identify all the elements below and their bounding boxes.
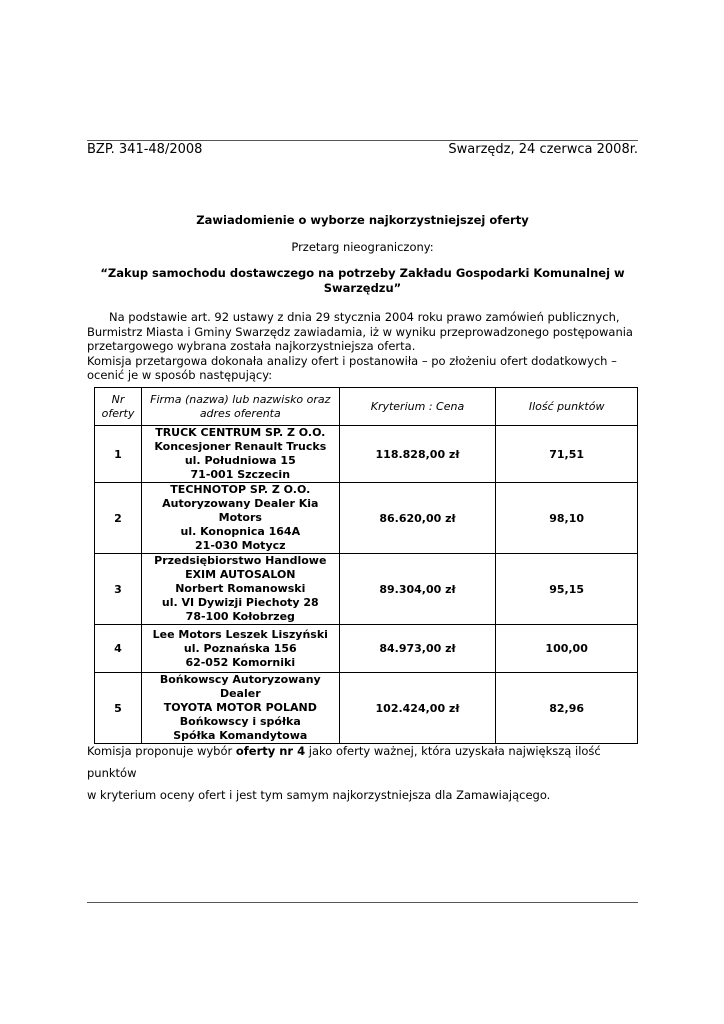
firm-line: Motors xyxy=(218,511,262,524)
reference-number: BZP. 341-48/2008 xyxy=(87,142,203,157)
place-date: Swarzędz, 24 czerwca 2008r. xyxy=(448,142,638,157)
firm-line: ul. Poznańska 156 xyxy=(183,641,297,655)
offer-price: 86.620,00 zł xyxy=(339,483,496,554)
offer-points: 82,96 xyxy=(496,673,638,744)
conclusion-line-2: w kryterium oceny ofert i jest tym samym najkorzystniejsza dla Zamawiającego. xyxy=(87,788,551,802)
firm-line: ul. VI Dywizji Piechoty 28 xyxy=(161,596,319,609)
offer-price: 118.828,00 zł xyxy=(339,426,496,483)
offer-firm xyxy=(141,625,339,673)
firm-line: TECHNOTOP SP. Z O.O. xyxy=(170,483,311,496)
firm-line: 78-100 Kołobrzeg xyxy=(185,610,295,623)
table-header-row xyxy=(95,388,638,426)
offer-points: 100,00 xyxy=(496,625,638,673)
header-nr: Nr oferty xyxy=(95,388,142,426)
selected-offer: oferty nr 4 xyxy=(235,744,306,758)
offer-points: 98,10 xyxy=(496,483,638,554)
offer-number: 4 xyxy=(95,625,142,673)
offer-number: 2 xyxy=(95,483,142,554)
table-row xyxy=(95,673,638,744)
bottom-rule xyxy=(87,902,638,903)
offers-table xyxy=(94,387,638,744)
firm-line: Koncesjoner Renault Trucks xyxy=(154,440,327,453)
intro-text xyxy=(87,310,642,383)
header-points: Ilość punktów xyxy=(496,388,638,426)
offer-number: 3 xyxy=(95,554,142,625)
table-row xyxy=(95,426,638,483)
offer-firm xyxy=(141,673,339,744)
firm-line: 21-030 Motycz xyxy=(195,539,286,552)
firm-line: EXIM AUTOSALON xyxy=(185,568,296,581)
firm-line: TRUCK CENTRUM SP. Z O.O. xyxy=(155,426,326,439)
conclusion-line-1: Komisja proponuje wybór oferty nr 4 jako oferty ważnej, która uzyskała największą ilość punktów xyxy=(87,744,601,780)
firm-line: ul. Południowa 15 xyxy=(184,454,296,467)
firm-line: 62-052 Komorniki xyxy=(185,655,296,669)
offer-points: 71,51 xyxy=(496,426,638,483)
firm-line: Bońkowscy i spółka xyxy=(179,715,301,728)
header-criterion: Kryterium : Cena xyxy=(339,388,496,426)
table-row xyxy=(95,625,638,673)
document-title: Zawiadomienie o wyborze najkorzystniejszej oferty xyxy=(196,213,529,227)
offer-price: 89.304,00 zł xyxy=(339,554,496,625)
firm-line: TOYOTA MOTOR POLAND xyxy=(163,701,317,714)
offer-firm xyxy=(141,483,339,554)
offer-price: 84.973,00 zł xyxy=(339,625,496,673)
firm-line: ul. Konopnica 164A xyxy=(180,525,301,538)
procurement-subject: “Zakup samochodu dostawczego na potrzeby Zakładu Gospodarki Komunalnej w Swarzędzu” xyxy=(100,266,625,295)
firm-line: Bońkowscy Autoryzowany xyxy=(159,673,321,686)
firm-line: Dealer xyxy=(219,687,261,700)
offer-number: 1 xyxy=(95,426,142,483)
conclusion-text xyxy=(87,740,647,806)
offer-points: 95,15 xyxy=(496,554,638,625)
offer-number: 5 xyxy=(95,673,142,744)
document-subtitle: Przetarg nieograniczony: xyxy=(291,240,434,254)
firm-line: Autoryzowany Dealer Kia xyxy=(162,497,319,510)
table-row xyxy=(95,554,638,625)
firm-line: Lee Motors Leszek Liszyński xyxy=(152,627,328,641)
document-header xyxy=(87,142,638,157)
intro-paragraph-1: Na podstawie art. 92 ustawy z dnia 29 stycznia 2004 roku prawo zamówień publicznych, Burmistrz Miasta i Gminy Swarzędz zawiadamia, iż w wyniku przeprowadzonego postępowania przetargowego wybrana została najkorzystniejsza oferta. xyxy=(87,310,633,353)
top-rule xyxy=(87,140,638,141)
intro-paragraph-2: Komisja przetargowa dokonała analizy ofert i postanowiła – po złożeniu ofert dodatkowych – ocenić je w sposób następujący: xyxy=(87,353,617,382)
offer-price: 102.424,00 zł xyxy=(339,673,496,744)
offer-firm xyxy=(141,426,339,483)
firm-line: 71-001 Szczecin xyxy=(190,468,291,481)
firm-line: Przedsiębiorstwo Handlowe xyxy=(154,554,327,567)
offer-firm xyxy=(141,554,339,625)
header-firm: Firma (nazwa) lub nazwisko oraz adres oferenta xyxy=(141,388,339,426)
firm-line: Norbert Romanowski xyxy=(175,582,306,595)
table-row xyxy=(95,483,638,554)
firm-line: Spółka Komandytowa xyxy=(173,729,308,742)
